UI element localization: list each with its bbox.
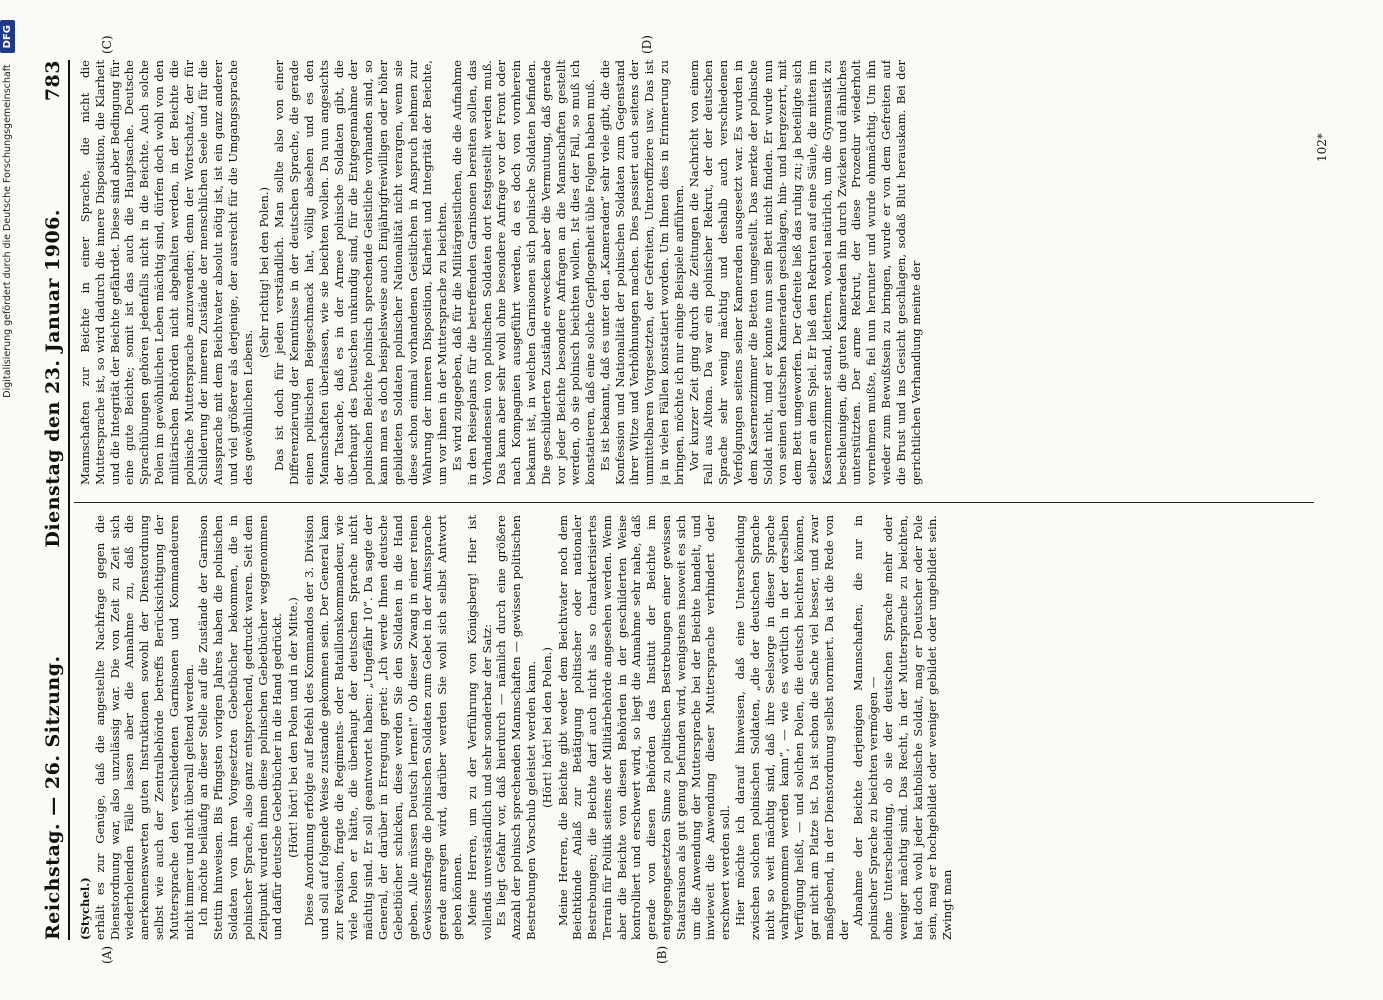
paragraph: Abnahme der Beichte derjenigen Mannschaften, die nur in polnischer Sprache zu beichten vermögen — <box>851 515 881 940</box>
paragraph: Hier möchte ich darauf hinweisen, daß eine Unterscheidung zwischen solchen polnischen Soldaten, „die der deutschen Sprache nicht so weit mächtig sind, daß ihre Seelsorge in dieser Sprache wahrgenommen werden kann“, — wie es wörtlich in der derselben Verfügung heißt, — und solchen Polen, die deutsch beichten können, gar nicht am Platze ist. Da ist schon die Sache viel besser, und zwar maßgebend, in der Dienstordnung selbst normiert. Da ist die Rede von der <box>733 515 851 940</box>
column-divider <box>74 502 1314 503</box>
margin-mark-d: (D) <box>640 35 654 54</box>
left-column <box>78 515 1308 940</box>
paragraph: Meine Herren, um zu der Verführung von Königsberg! Hier ist vollends unverständlich und sehr sonderbar der Satz: <box>464 515 494 940</box>
right-column <box>78 60 1308 485</box>
paragraph: Meine Herren, die Beichte gibt weder dem Beichtvater noch dem Beichtkinde Anlaß zur Betätigung politischer oder nationaler Bestrebungen; die Beichte darf auch nicht als so charakterisiertes Terrain für Politik seitens der Militärbehörde angesehen werden. Wenn aber die Beichte von diesen Behörden in der geschilderten Weise kontrolliert und erschwert wird, so liegt die Annahme sehr nahe, daß gerade von diesen Behörden das Institut der Beichte im entgegengesetzten Sinne zu politischen Bestrebungen einer gewissen Staatsraison als gut genug befunden wird, wenigstens insoweit es sich um die Anwendung der Muttersprache bei der Beichte handelt, und inwieweit die Anwendung dieser Muttersprache verhindert oder erschwert werden soll. <box>555 515 733 940</box>
credit-text: Digitalisierung gefördert durch die Deutsche Forschungsgemeinschaft <box>2 64 13 398</box>
paragraph: Ich möchte beiläufig an dieser Stelle auf die Zustände der Garnison Stettin hinweisen. Bis Pfingsten vorigen Jahres haben die polnischen Soldaten von ihren Vorgesetzten Gebetbücher bekommen, die in polnischer Sprache, also ganz entsprechend, gedruckt waren. Seit dem Zeitpunkt wurden ihnen diese polnischen Gebetbücher weggenommen und dafür deutsche Gebetbücher in die Hand gedrückt. <box>196 515 285 940</box>
speaker-tag: (Stychel.) <box>78 877 92 940</box>
header-rule <box>68 60 70 940</box>
interjection: (Hört! hört! bei den Polen und in der Mitte.) <box>286 597 301 858</box>
header-date: Dienstag den 23. Januar 1906. <box>42 208 64 548</box>
paragraph: Vor kurzer Zeit ging durch die Zeitungen die Nachricht von einem Fall aus Altona. Da war ein polnischer Rekrut, der der deutschen Sprache sehr wenig mächtig und deshalb auch verschiedenen Verfolgungen seitens seiner Kameraden ausgesetzt war. Es wurden in dem Kasernenzimmer die Betten umgestellt. Das merkte der polnische Soldat nicht, und er konnte nun sein Bett nicht finden. Er wurde nun von seinen deutschen Kameraden geschlagen, hin- und hergezerrt, mit dem Bett umgeworfen. Der Gefreite ließ das ruhig zu; ja beteiligte sich selber an dem Spiel. Er ließ den Rekruten auf eine Säule, die mitten im Kasernenzimmer stand, klettern, wobei natürlich, um die Gymnastik zu beschleunigen, die guten Kameraden ihn durch Zwicken und ähnliches unterstützten. Der arme Rekrut, der diese Prozedur wiederholt vornehmen mußte, fiel nun herunter und wurde ohnmächtig. Um ihn wieder zum Bewußtsein zu bringen, wurde er von dem Gefreiten auf die Brust und ins Gesicht geschlagen, sodaß Blut herauskam. Bei der gerichtlichen Verhandlung meinte der <box>686 60 923 485</box>
margin-mark-c: (C) <box>100 35 114 54</box>
signature-mark: 102* <box>1315 133 1329 162</box>
margin-mark-a: (A) <box>100 945 114 964</box>
running-head <box>28 60 64 940</box>
paragraph: Diese Anordnung erfolgte auf Befehl des Kommandos der 3. Division und soll auf folgende Weise zustande gekommen sein. Der General kam zur Revision, fragte die Regiments- oder Bataillonskommandeur, wie viele Polen er hätte, die überhaupt der deutschen Sprache nicht mächtig sind. Er soll geantwortet haben: „Ungefähr 10“. Da sagte der General, der darüber in Erregung geriet: „Ich werde Ihnen deutsche Gebetbücher schicken, diese werden Sie den Soldaten in die Hand geben. Alle müssen Deutsch lernen!“ Ob dieser Zwang in einer reinen Gewissensfrage die polnischen Soldaten zum Gebet in der Amtssprache gerade anregen wird, darüber werden Sie wohl sich selbst Antwort geben können. <box>301 515 464 940</box>
margin-mark-b: (B) <box>655 945 669 964</box>
digitization-credit <box>0 20 20 960</box>
interjection: (Sehr richtig! bei den Polen.) <box>256 186 271 359</box>
paragraph: ohne Unterscheidung, ob sie der deutschen Sprache mehr oder weniger mächtig sind. Das Recht, in der Muttersprache zu beichten, hat doch wohl jeder katholische Soldat, mag er Deutscher oder Pole sein, mag er hochgebildet oder weniger gebildet oder ungebildet sein. Zwingt man <box>881 515 955 940</box>
paragraph: Es wird zugegeben, daß für die Militärgeistlichen, die die Aufnahme in den Reiseplans für die betreffenden Garnisonen bereiten sollen, das Vorhandensein von polnischen Soldaten dort festgestellt werden muß. Das kann aber sehr wohl ohne besondere Anfrage vor der Front oder nach Kompagnien ausgeführt werden, da es doch von vornherein bekannt ist, in welchen Garnisonen sich polnische Soldaten befinden. Die geschilderten Zustände erwecken aber die Vermutung, daß gerade vor jeder Beichte besondere Anfragen an die Mannschaften gestellt werden, ob sie polnisch beichten wollen. Ist dies der Fall, so muß ich konstatieren, daß eine solche Gepflogenheit üble Folgen haben muß. <box>449 60 598 485</box>
dfg-logo-badge: DFG <box>0 20 15 53</box>
paragraph: erhält es zur Genüge, daß die angestellte Nachfrage gegen die Dienstordnung war, also unzulässig war. Die von Zeit zu Zeit sich wiederholenden Fälle lassen aber die Annahme zu, daß die anerkennenswerten guten Instruktionen sowohl der Dienstordnung selbst wie auch der Zentralbehörde betreffs Berücksichtigung der Muttersprache den verschiedenen Garnisonen und Kommandeuren nicht immer und nicht überall geltend werden. <box>92 515 196 940</box>
paragraph: Es ist bekannt, daß es unter den „Kameraden“ sehr viele gibt, die die Konfession und Nationalität der polnischen Soldaten zum Gegenstand ihrer Witze und Verhöhnungen machen. Dies passiert auch seitens der unmittelbaren Vorgesetzten, der Gefreiten, Unteroffiziere usw. Das ist ja in vielen Fällen konstatiert worden. Um Ihnen dies in Erinnerung zu bringen, möchte ich nur einige Beispiele anführen. <box>597 60 686 485</box>
interjection: (Hört! hört! bei den Polen.) <box>539 647 554 808</box>
page-number: 783 <box>42 60 64 102</box>
paragraph: Es liegt Gefahr vor, daß hierdurch — nämlich durch eine größere Anzahl der polnisch sprechenden Mannschaften — gewissen politischen Bestrebungen Vorschub geleistet werden kann. <box>494 515 538 940</box>
header-left: Reichstag. — 26. Sitzung. <box>42 655 64 940</box>
paragraph: Das ist doch für jeden verständlich. Man sollte also von einer Differenzierung der Kenntnisse in der deutschen Sprache, die gerade einen politischen Beigeschmack hat, völlig absehen und es den Mannschaften überlassen, wie sie beichten wollen. Da nun angesichts der Tatsache, daß es in der Armee polnische Soldaten gibt, die überhaupt des Deutschen unkundig sind, für die Entgegennahme der polnischen Beichte polnisch sprechende Geistliche vorhanden sind, so kann man es doch beispielsweise auch Einjährigfreiwilligen oder höher gebildeten Soldaten polnischer Nationalität nicht verargen, wenn sie diese schon einmal vorhandenen Geistlichen in Anspruch nehmen zur Wahrung der inneren Disposition, Klarheit und Integrität der Beichte, um vor ihnen in der Muttersprache zu beichten. <box>272 60 450 485</box>
paragraph: Mannschaften zur Beichte in einer Sprache, die nicht die Muttersprache ist, so wird dadurch die innere Disposition, die Klarheit und die Integrität der Beichte gefährdet. Diese sind aber Bedingung für eine gute Beichte; somit ist das auch die Hauptsache. Deutsche Sprachübungen gehören jedenfalls nicht in die Beichte. Auch solche Polen im gewöhnlichen Leben mächtig sind, dürfen doch wohl von den militärischen Behörden nicht abgehalten werden, in der Beichte die polnische Muttersprache anzuwenden; denn der Wortschatz, der für Schilderung der inneren Zustände der menschlichen Seele und für die Aussprache mit dem Beichtvater absolut nötig ist, ist ein ganz anderer und viel größerer als derjenige, der ausreicht für die Umgangssprache des gewöhnlichen Lebens. <box>78 60 255 485</box>
